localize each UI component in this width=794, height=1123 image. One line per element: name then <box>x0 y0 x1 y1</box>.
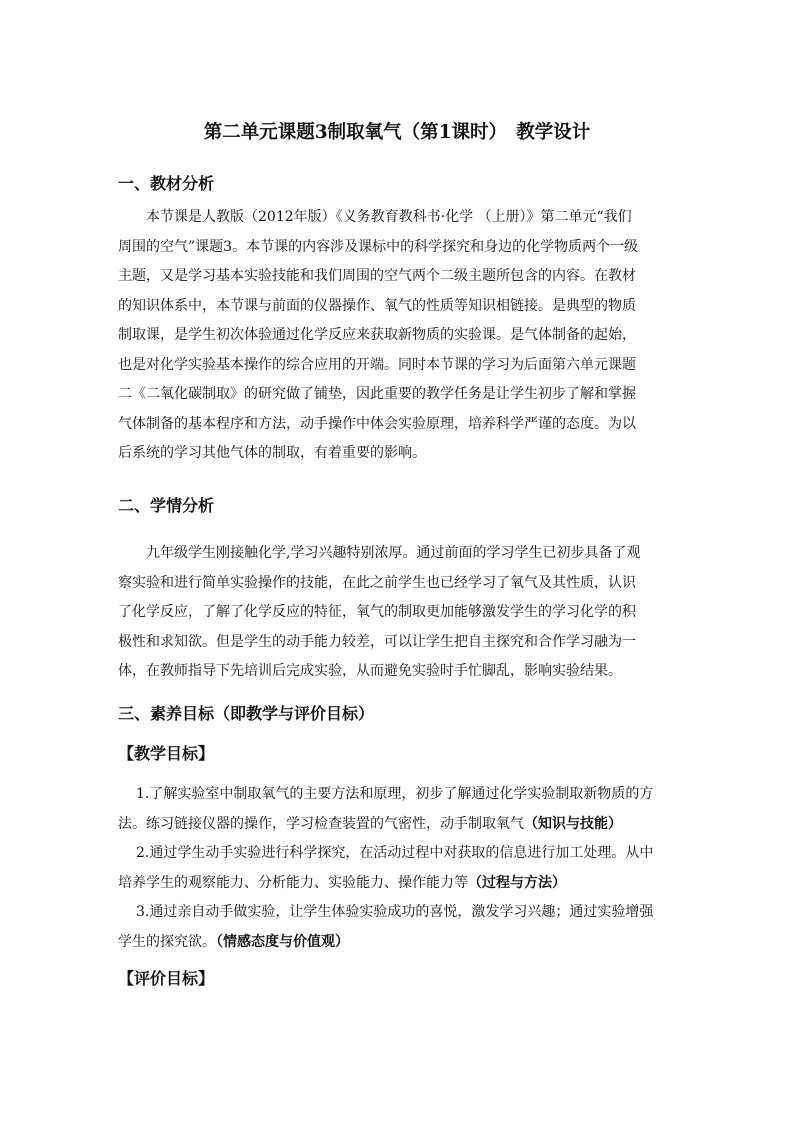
paragraph-line: 周围的空气”课题3。本节课的内容涉及课标中的科学探究和身边的化学物质两个一级 <box>118 238 639 255</box>
goal-2-line-2: 培养学生的观察能力、分析能力、实验能力、操作能力等（过程与方法） <box>118 874 566 891</box>
goal-2-tag: （过程与方法） <box>468 874 566 891</box>
goal-3-tag: （情感态度与价值观） <box>216 933 349 950</box>
paragraph-line: 极性和求知欲。但是学生的动手能力较差，可以让学生把自主探究和合作学习融为一 <box>118 633 636 650</box>
paragraph-line: 了化学反应，了解了化学反应的特征，氧气的制取更加能够激发学生的学习化学的积 <box>118 604 636 620</box>
goal-1-tag: （知识与技能） <box>524 815 622 832</box>
document-title: 第二单元课题3制取氧气（第1课时） 教学设计 <box>203 122 591 143</box>
paragraph-line: 体，在教师指导下先培训后完成实验，从而避免实验时手忙脚乱，影响实验结果。 <box>118 663 622 679</box>
goal-3-line-1: 3.通过亲自动手做实验，让学生体验实验成功的喜悦，激发学习兴趣；通过实验增强 <box>136 904 654 920</box>
paragraph-line: 后系统的学习其他气体的制取，有着重要的影响。 <box>118 445 426 461</box>
section-heading-literacy-goals: 三、素养目标（即教学与评价目标） <box>118 704 375 723</box>
teaching-goals-heading: 【教学目标】 <box>118 744 215 763</box>
paragraph-line: 也是对化学实验基本操作的综合应用的开端。同时本节课的学习为后面第六单元课题 <box>118 356 636 373</box>
paragraph-line: 气体制备的基本程序和方法，动手操作中体会实验原理，培养科学严谨的态度。为以 <box>118 415 636 432</box>
goal-1-line-2: 法。练习链接仪器的操作，学习检查装置的气密性，动手制取氧气（知识与技能） <box>118 815 622 832</box>
paragraph-line: 主题，又是学习基本实验技能和我们周围的空气两个二级主题所包含的内容。在教材 <box>118 268 636 284</box>
goal-2-line-1: 2.通过学生动手实验进行科学探究，在活动过程中对获取的信息进行加工处理。从中 <box>136 845 654 861</box>
learner-analysis-paragraph <box>118 539 678 687</box>
paragraph-line: 察实验和进行简单实验操作的技能，在此之前学生也已经学习了氧气及其性质，认识 <box>118 574 636 591</box>
paragraph-line: 本节课是人教版（2012年版）《义务教育教科书·化学 （上册）》第二单元“我们 <box>146 209 632 225</box>
paragraph-line: 制取课，是学生初次体验通过化学反应来获取新物质的实验课。是气体制备的起始， <box>118 327 636 343</box>
textbook-analysis-paragraph <box>118 203 678 469</box>
goal-3-line-2: 学生的探究欲。（情感态度与价值观） <box>118 933 349 950</box>
section-heading-learner-analysis: 二、学情分析 <box>118 496 215 515</box>
paragraph-line: 九年级学生刚接触化学,学习兴趣特别浓厚。通过前面的学习学生已初步具备了观 <box>146 545 641 561</box>
evaluation-goals-heading: 【评价目标】 <box>118 969 215 988</box>
paragraph-line: 的知识体系中，本节课与前面的仪器操作、氧气的性质等知识相链接。是典型的物质 <box>118 297 636 314</box>
section-heading-textbook-analysis: 一、教材分析 <box>118 174 215 193</box>
paragraph-line: 二《二氧化碳制取》的研究做了铺垫，因此重要的教学任务是让学生初步了解和掌握 <box>118 386 636 402</box>
goal-1-line-1: 1.了解实验室中制取氧气的主要方法和原理，初步了解通过化学实验制取新物质的方 <box>136 786 654 802</box>
teaching-goals-list <box>118 780 678 957</box>
